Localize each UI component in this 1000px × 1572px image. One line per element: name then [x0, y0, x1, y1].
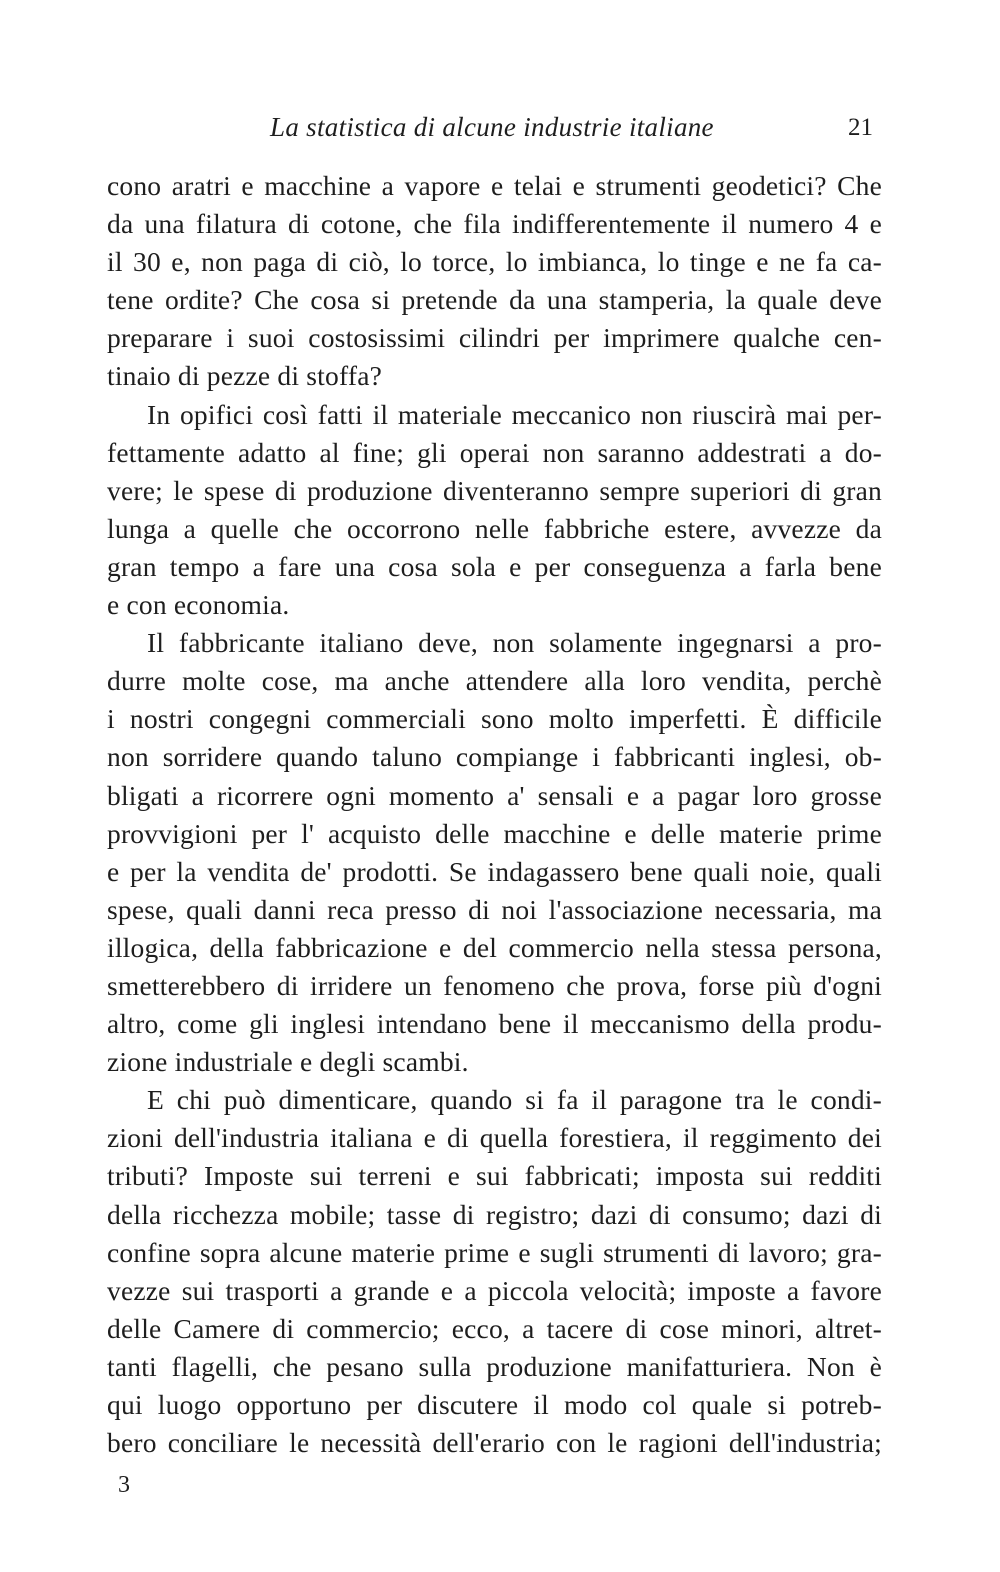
text-line: illogica, della fabbricazione e del commercio nella stessa persona, [107, 931, 882, 963]
text-line: tinaio di pezze di stoffa? [107, 360, 383, 392]
page-number: 21 [848, 114, 873, 141]
text-line: tributi? Imposte sui terreni e sui fabbricati; imposta sui redditi [107, 1160, 882, 1192]
text-line: da una filatura di cotone, che fila indifferentemente il numero 4 e [107, 208, 882, 240]
text-line: delle Camere di commercio; ecco, a tacere di cose minori, altret- [107, 1312, 882, 1344]
text-line: zione industriale e degli scambi. [107, 1046, 469, 1078]
text-line: bero conciliare le necessità dell'erario con le ragioni dell'industria; [107, 1427, 882, 1459]
text-line: smetterebbero di irridere un fenomeno che prova, forse più d'ogni [107, 969, 882, 1001]
text-line: In opifici così fatti il materiale meccanico non riuscirà mai per- [147, 398, 882, 430]
text-line: provvigioni per l' acquisto delle macchine e delle materie prime [107, 817, 882, 849]
text-line: e con economia. [107, 589, 290, 621]
text-line: altro, come gli inglesi intendano bene il meccanismo della produ- [107, 1008, 882, 1040]
text-line: bligati a ricorrere ogni momento a' sensali e a pagar loro grosse [107, 779, 882, 811]
text-line: confine sopra alcune materie prime e sugli strumenti di lavoro; gra- [107, 1236, 882, 1268]
running-title: La statistica di alcune industrie italiane [270, 112, 714, 142]
text-line: spese, quali danni reca presso di noi l'associazione necessaria, ma [107, 893, 882, 925]
text-line: cono aratri e macchine a vapore e telai e strumenti geodetici? Che [107, 170, 882, 201]
text-line: fettamente adatto al fine; gli operai non saranno addestrati a do- [107, 436, 882, 468]
text-line: Il fabbricante italiano deve, non solamente ingegnarsi a pro- [147, 627, 882, 659]
text-line: tene ordite? Che cosa si pretende da una stamperia, la quale deve [107, 284, 882, 316]
body-text [107, 167, 882, 1462]
text-line: e per la vendita de' prodotti. Se indagassero bene quali noie, quali [107, 855, 882, 887]
text-line: della ricchezza mobile; tasse di registro; dazi di consumo; dazi di [107, 1198, 882, 1230]
text-line: non sorridere quando taluno compiange i fabbricanti inglesi, ob- [107, 741, 882, 773]
text-line: tanti flagelli, che pesano sulla produzione manifatturiera. Non è [107, 1350, 882, 1382]
text-line: lunga a quelle che occorrono nelle fabbriche estere, avvezze da [107, 512, 882, 544]
text-line: zioni dell'industria italiana e di quella forestiera, il reggimento dei [107, 1122, 882, 1154]
text-line: E chi può dimenticare, quando si fa il paragone tra le condi- [147, 1084, 882, 1116]
running-head [0, 112, 1000, 148]
text-line: gran tempo a fare una cosa sola e per conseguenza a farla bene [107, 550, 882, 582]
text-line: durre molte cose, ma anche attendere alla loro vendita, perchè [107, 665, 882, 697]
text-line: il 30 e, non paga di ciò, lo torce, lo imbianca, lo tinge e ne fa ca- [107, 246, 882, 278]
text-line: i nostri congegni commerciali sono molto imperfetti. È difficile [107, 703, 882, 735]
text-line: vezze sui trasporti a grande e a piccola velocità; imposte a favore [107, 1274, 882, 1306]
text-line: qui luogo opportuno per discutere il modo col quale si potreb- [107, 1389, 882, 1420]
signature-mark: 3 [118, 1472, 130, 1498]
text-line: vere; le spese di produzione diventeranno sempre superiori di gran [107, 474, 882, 506]
text-line: preparare i suoi costosissimi cilindri per imprimere qualche cen- [107, 322, 882, 354]
